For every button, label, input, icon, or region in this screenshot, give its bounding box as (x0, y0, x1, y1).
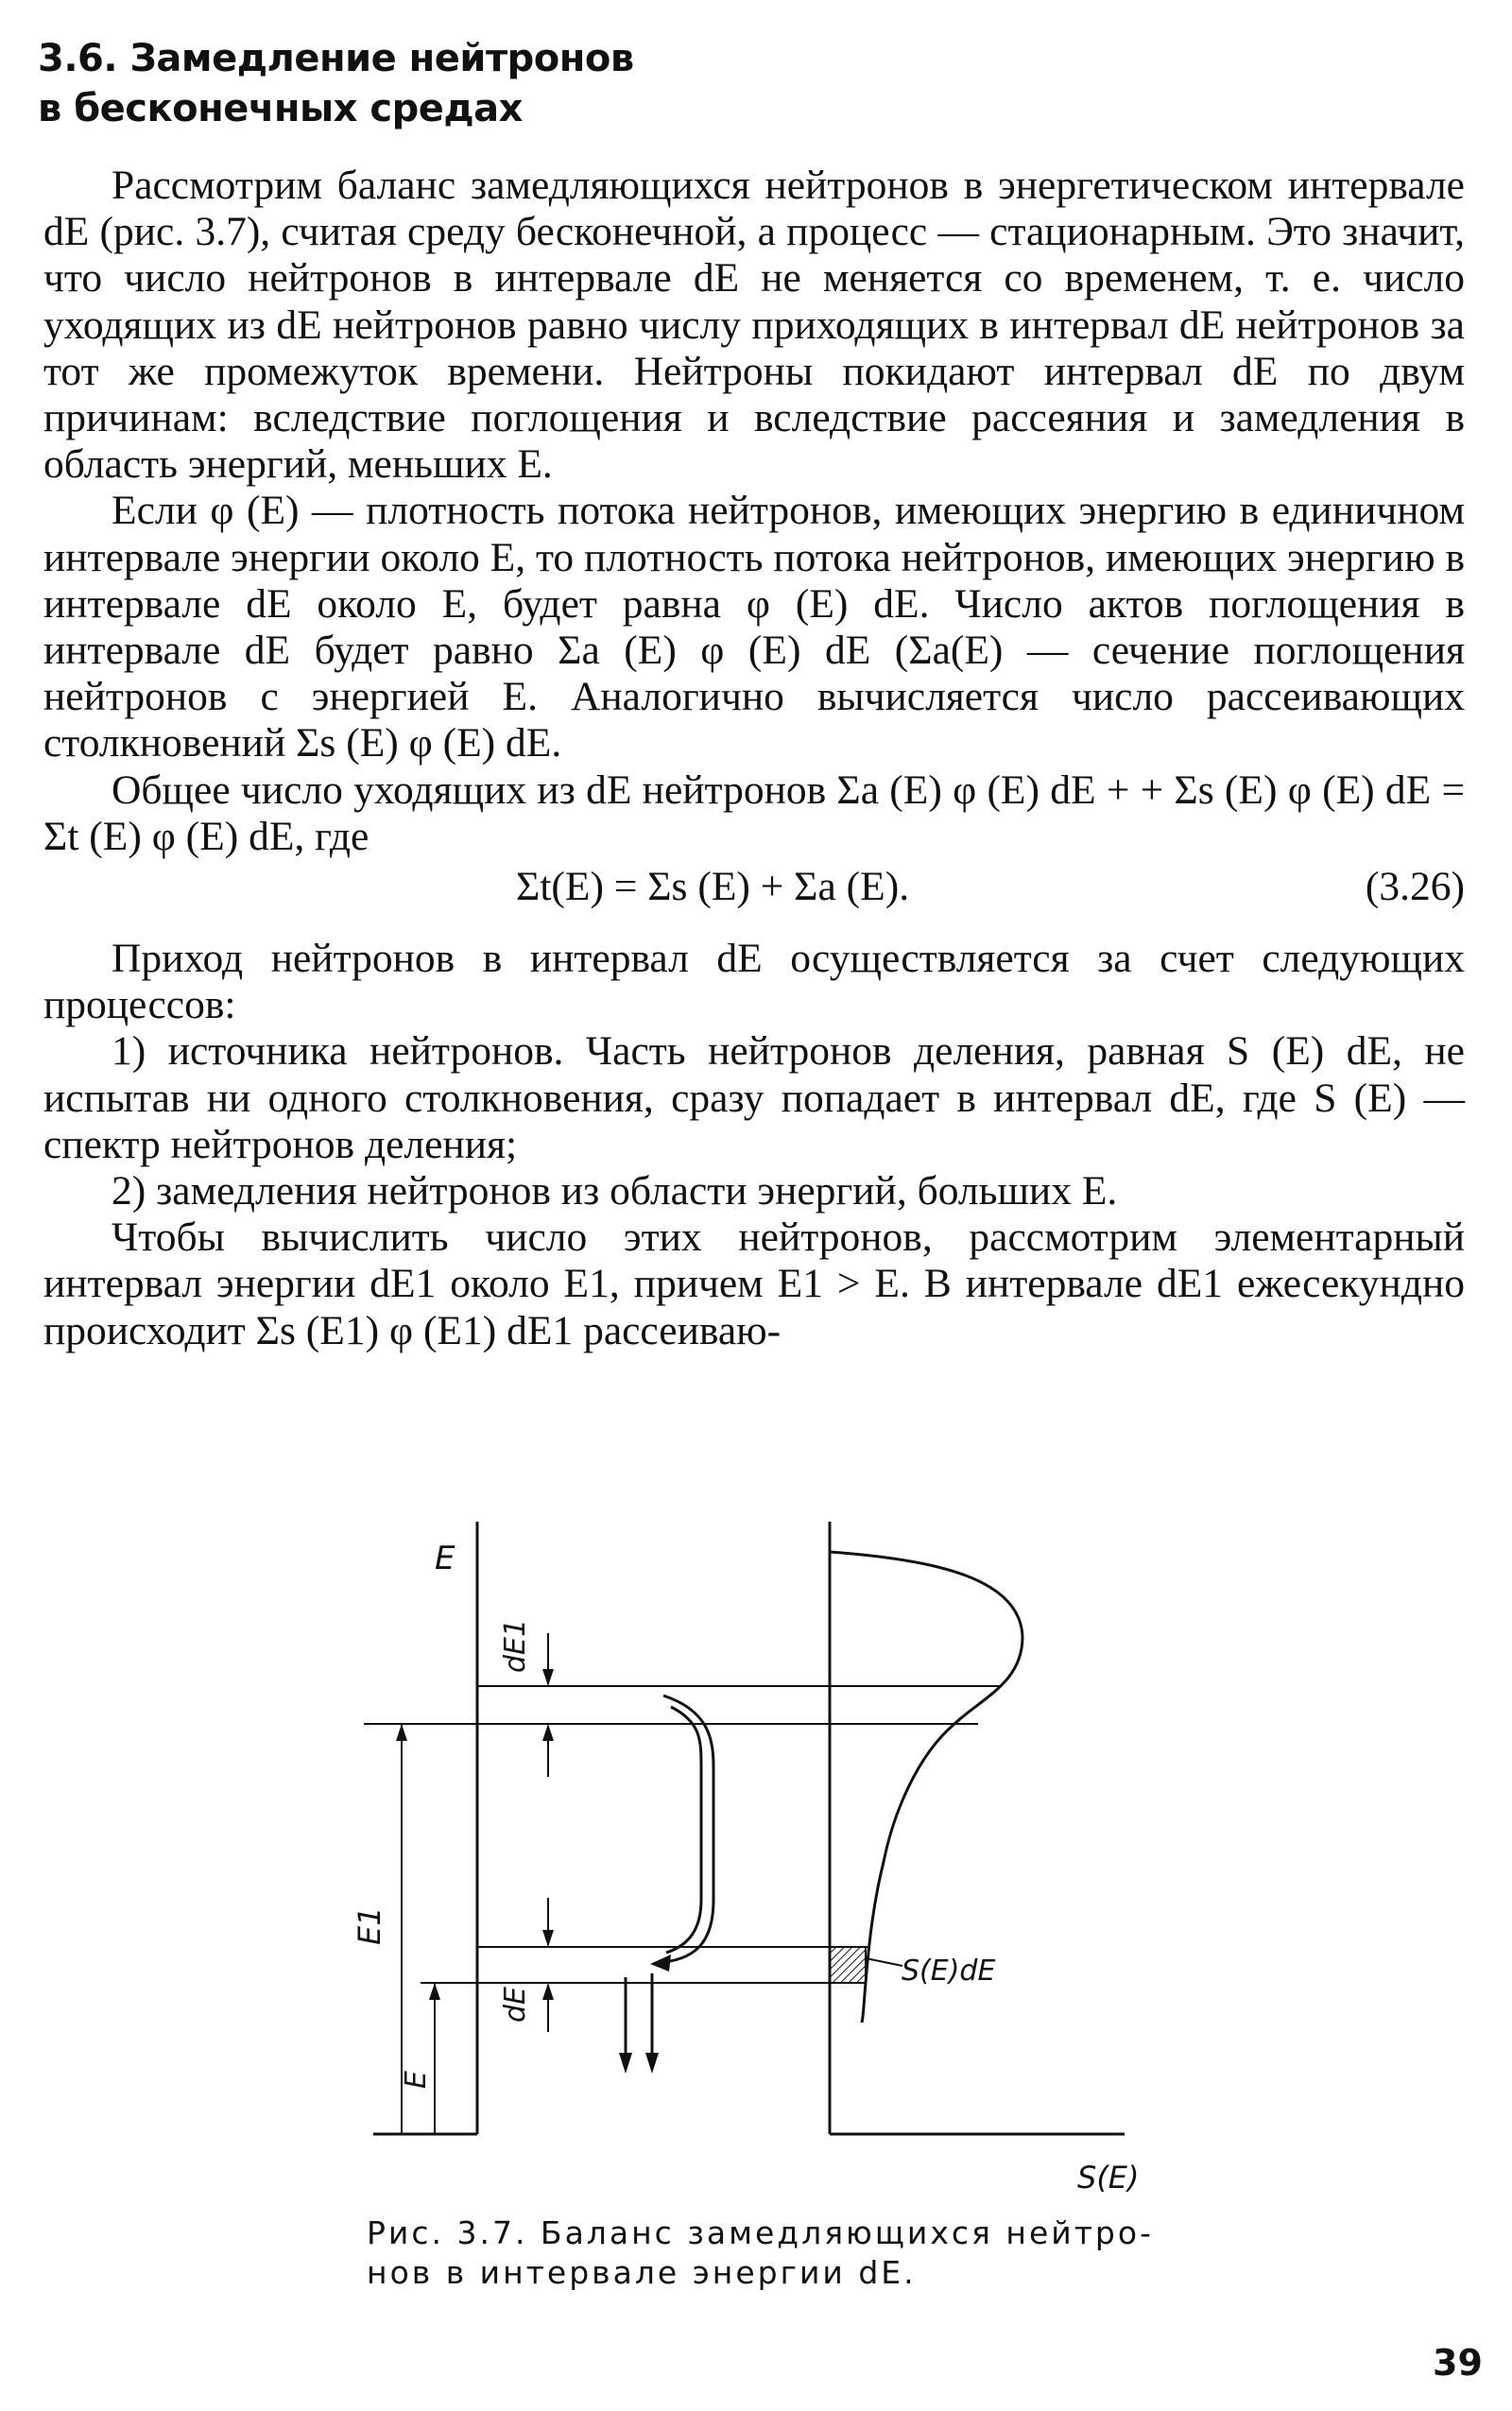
list-item-1: 1) источника нейтронов. Часть нейтронов деления, равная S (E) dE, не испытав ни одного столкновения, сразу попадает в интервал dE, где S (E) — спектр нейтронов деления; (43, 1028, 1465, 1167)
list-item-2: 2) замедления нейтронов из области энергий, больших E. (112, 1168, 1118, 1214)
paragraph-4: Приход нейтронов в интервал dE осуществляется за счет следующих процессов: (43, 936, 1465, 1028)
source-pointer-line (866, 1958, 902, 1966)
e-bottom-label: E (400, 2071, 433, 2089)
e-axis-label: E (435, 1540, 455, 1577)
energy-balance-diagram (331, 1522, 1181, 2202)
de-label: dE (499, 1987, 532, 2023)
s-axis-label: S(E) (1077, 2160, 1140, 2196)
e1-label: E1 (352, 1906, 387, 1945)
scatter-arrowhead (650, 1955, 671, 1972)
section-title-line1: 3.6. Замедление нейтронов (38, 37, 634, 80)
figure-3-7 (331, 1522, 1181, 2202)
equation-3-26: Σt(E) = Σs (E) + Σa (E). (516, 864, 910, 910)
section-heading (38, 34, 634, 134)
equation-number: (3.26) (1365, 864, 1465, 910)
source-label: S(E)dE (902, 1955, 996, 1988)
figure-caption (367, 2213, 1179, 2293)
paragraph-5: Чтобы вычислить число этих нейтронов, рассмотрим элементарный интервал энергии dE1 около E1, причем E1 > E. В интервале dE1 ежесекундно происходит Σs (E1) φ (E1) dE1 рассеиваю- (43, 1214, 1465, 1353)
paragraph-2: Если φ (E) — плотность потока нейтронов, имеющих энергию в единичном интервале энергии около E, то плотность потока нейтронов, имеющих энергию в интервале dE около E, будет равна φ (E) dE. Число актов поглощения в интервале dE будет равно Σa (E) φ (E) dE (Σa(E) — сечение поглощения нейтронов с энергией E. Аналогично вычисляется число рассеивающих столкновений Σs (E) φ (E) dE. (43, 488, 1465, 766)
scatter-arrow-outer (663, 1696, 713, 1962)
body-text (43, 163, 1465, 1354)
scatter-arrow-inner (666, 1707, 701, 1953)
caption-line1: Рис. 3.7. Баланс замедляющихся нейтро- (367, 2214, 1154, 2251)
section-title-line2: в бесконечных средах (38, 87, 523, 130)
page-number: 39 (1433, 2342, 1483, 2384)
paragraph-1: Рассмотрим баланс замедляющихся нейтронов в энергетическом интервале dE (рис. 3.7), считая среду бесконечной, а процесс — стационарным. Это значит, что число нейтронов в интервале dE не меняется со временем, т. е. число уходящих из dE нейтронов равно числу приходящих в интервал dE нейтронов за тот же промежуток времени. Нейтроны покидают интервал dE по двум причинам: вследствие поглощения и вследствие рассеяния и замедления в область энергий, меньших E. (43, 163, 1465, 488)
source-hatched-area (830, 1947, 866, 1983)
caption-line2: нов в интервале энергии dE. (367, 2254, 917, 2291)
paragraph-3: Общее число уходящих из dE нейтронов Σa (E) φ (E) dE + + Σs (E) φ (E) dE = Σt (E) φ (E) dE, где (43, 766, 1465, 859)
e-arrowhead (429, 1983, 440, 2000)
de1-label: dE1 (499, 1618, 532, 1673)
e1-arrowhead (396, 1724, 407, 1741)
equation-block (43, 864, 1465, 921)
